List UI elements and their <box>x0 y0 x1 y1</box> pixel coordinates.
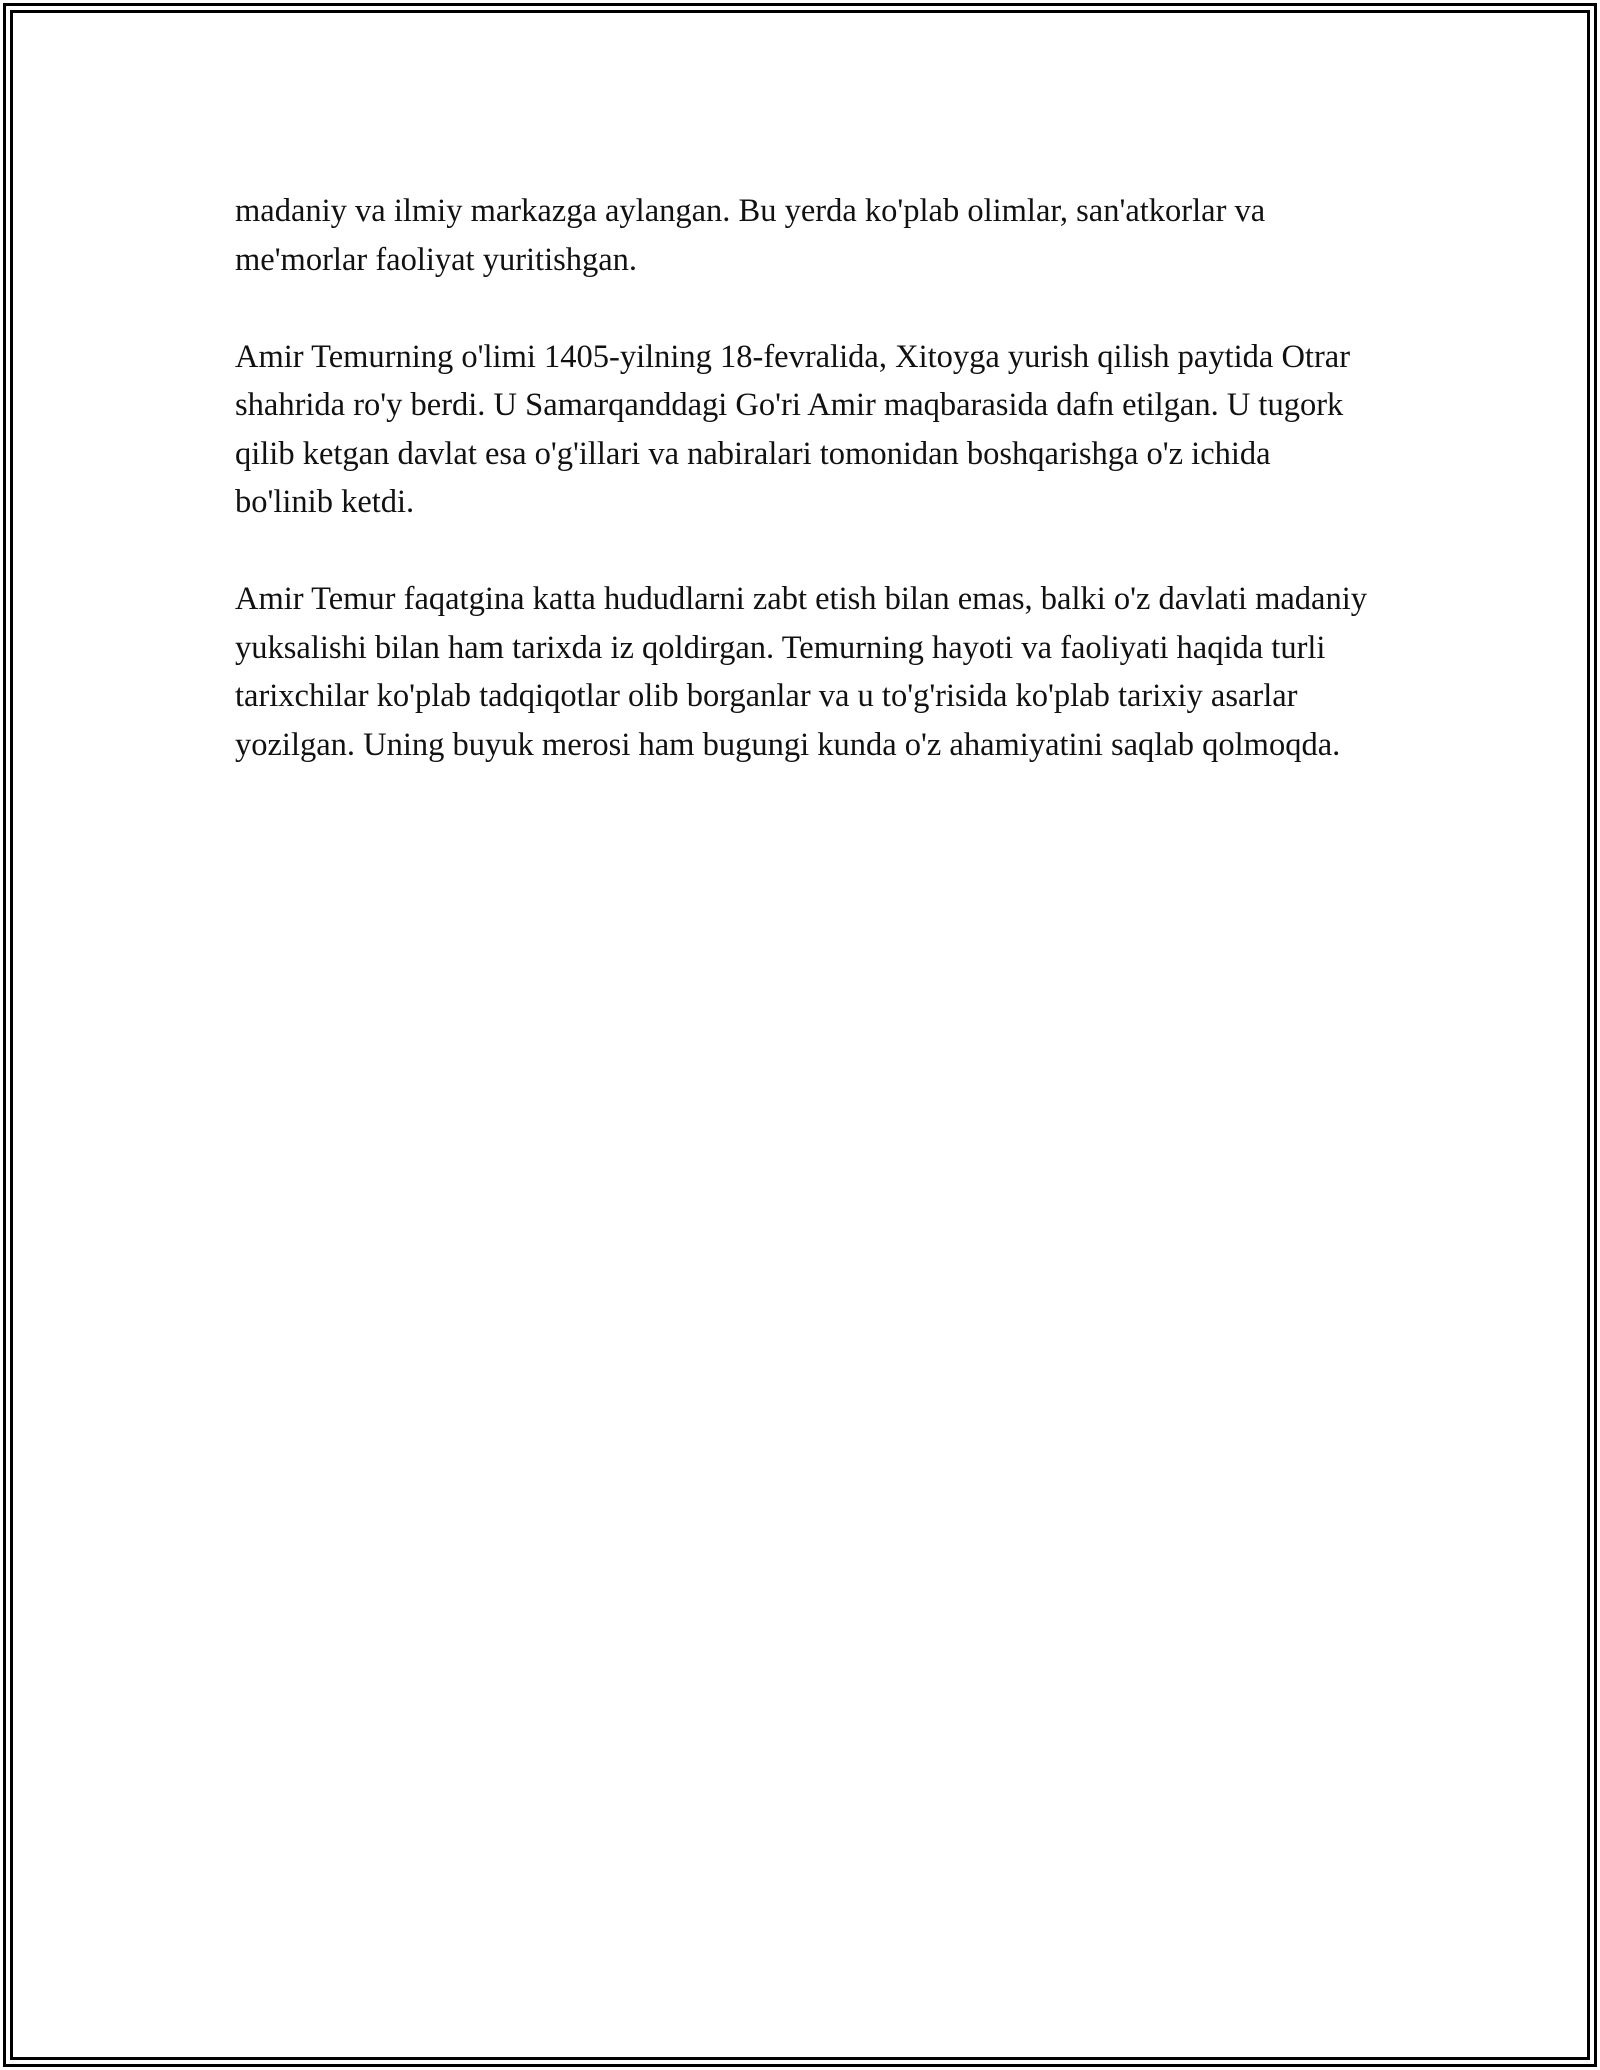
paragraph: Amir Temur faqatgina katta hududlarni zabt etish bilan emas, balki o'z davlati madaniy yuksalishi bilan ham tarixda iz qoldirgan. Temurning hayoti va faoliyati haqida turli tarixchilar ko'plab tadqiqotlar olib borganlar va u to'g'risida ko'plab tarixiy asarlar yozilgan. Uning buyuk merosi ham bugungi kunda o'z ahamiyatini saqlab qolmoqda. <box>235 581 1368 763</box>
document-body <box>235 187 1370 818</box>
paragraph: madaniy va ilmiy markazga aylangan. Bu yerda ko'plab olimlar, san'atkorlar va me'morlar faoliyat yuritishgan. <box>235 193 1266 278</box>
paragraph: Amir Temurning o'limi 1405-yilning 18-fevralida, Xitoyga yurish qilish paytida Otrar shahrida ro'y berdi. U Samarqanddagi Go'ri Amir maqbarasida dafn etilgan. U tugork qilib ketgan davlat esa o'g'illari va nabiralari tomonidan boshqarishga o'z ichida bo'linib ketdi. <box>235 338 1351 520</box>
